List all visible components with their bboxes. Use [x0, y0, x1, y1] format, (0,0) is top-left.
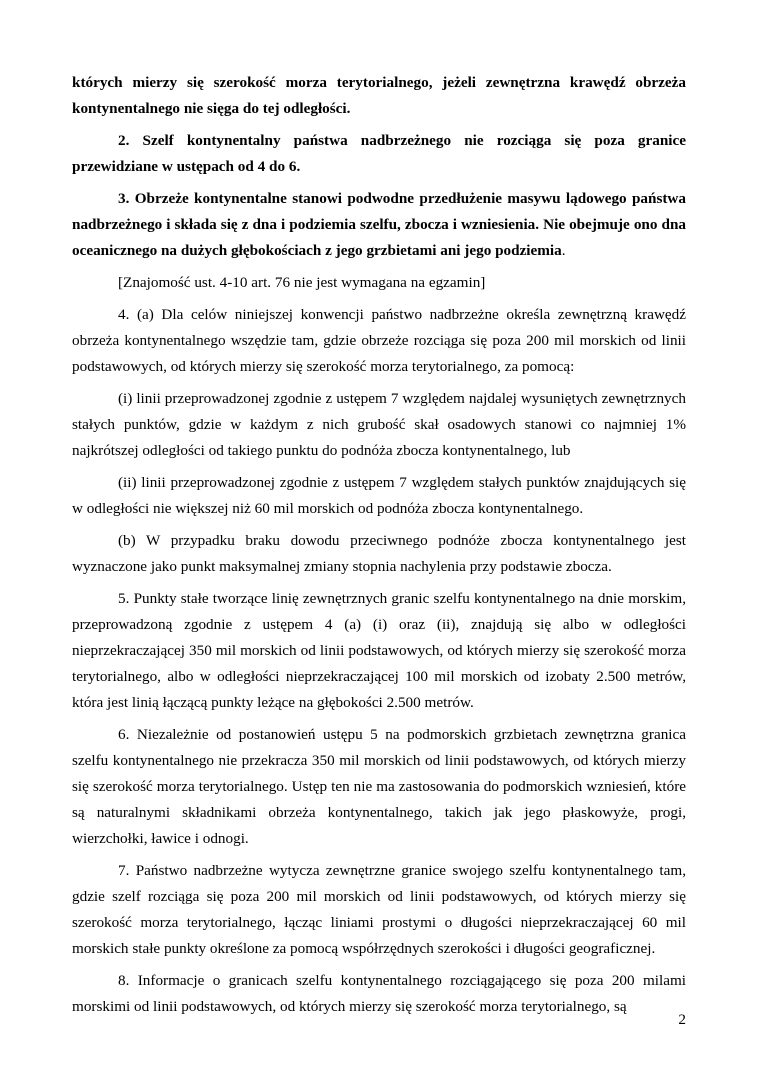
- paragraph-8: 8. Informacje o granicach szelfu kontynentalnego rozciągającego się poza 200 milami morskimi od linii podstawowych, od których mierzy się szerokość morza terytorialnego, są: [72, 972, 686, 1015]
- paragraph-3-bold-text: 3. Obrzeże kontynentalne stanowi podwodne przedłużenie masywu lądowego państwa nadbrzeżnego i składa się z dna i podziemia szelfu, zbocza i wzniesienia. Nie obejmuje ono dna oceanicznego na dużych głębokościach z jego grzbietami ani jego podziemia: [72, 190, 686, 259]
- exam-note: [Znajomość ust. 4-10 art. 76 nie jest wymagana na egzamin]: [118, 274, 486, 291]
- paragraph-6: 6. Niezależnie od postanowień ustępu 5 na podmorskich grzbietach zewnętrzna granica szelfu kontynentalnego nie przekracza 350 mil morskich od linii podstawowych, od których mierzy się szerokość morza terytorialnego. Ustęp ten nie ma zastosowania do podmorskich wzniesień, które są naturalnymi składnikami obrzeża kontynentalnego, takich jak jego płaskowyże, progi, wierzchołki, ławice i odnogi.: [72, 726, 686, 847]
- paragraph-5: 5. Punkty stałe tworzące linię zewnętrznych granic szelfu kontynentalnego na dnie morskim, przeprowadzoną zgodnie z ustępem 4 (a) (i) oraz (ii), znajdują się albo w odległości nieprzekraczającej 350 mil morskich od linii podstawowych, od których mierzy się szerokość morza terytorialnego, albo w odległości nieprzekraczającej 100 mil morskich od izobaty 2.500 metrów, która jest linią łączącą punkty leżące na głębokości 2.500 metrów.: [72, 590, 686, 711]
- paragraph-3: [72, 186, 686, 264]
- paragraph-4a: 4. (a) Dla celów niniejszej konwencji państwo nadbrzeżne określa zewnętrzną krawędź obrzeża kontynentalnego wszędzie tam, gdzie obrzeże rozciąga się poza 200 mil morskich od linii podstawowych, od których mierzy się szerokość morza terytorialnego, za pomocą:: [72, 306, 686, 375]
- paragraph-4a-i: (i) linii przeprowadzonej zgodnie z ustępem 7 względem najdalej wysuniętych zewnętrznych stałych punktów, gdzie w każdym z nich grubość skał osadowych stanowi co najmniej 1% najkrótszej odległości od takiego punktu do podnóża zbocza kontynentalnego, lub: [72, 390, 686, 459]
- document-body: [72, 70, 686, 1026]
- paragraph-2: 2. Szelf kontynentalny państwa nadbrzeżnego nie rozciąga się poza granice przewidziane w ustępach od 4 do 6.: [72, 132, 686, 175]
- paragraph-7: 7. Państwo nadbrzeżne wytycza zewnętrzne granice swojego szelfu kontynentalnego tam, gdzie szelf rozciąga się poza 200 mil morskich od linii podstawowych, od których mierzy się szerokość morza terytorialnego, łącząc liniami prostymi o długości nieprzekraczającej 60 mil morskich stałe punkty określone za pomocą współrzędnych szerokości i długości geograficznej.: [72, 862, 686, 957]
- paragraph-continuation: których mierzy się szerokość morza terytorialnego, jeżeli zewnętrzna krawędź obrzeża kontynentalnego nie sięga do tej odległości.: [72, 74, 686, 117]
- paragraph-4b: (b) W przypadku braku dowodu przeciwnego podnóże zbocza kontynentalnego jest wyznaczone jako punkt maksymalnej zmiany stopnia nachylenia przy podstawie zbocza.: [72, 532, 686, 575]
- paragraph-3-period: .: [561, 242, 566, 259]
- page-number: 2: [678, 1011, 686, 1028]
- paragraph-4a-ii: (ii) linii przeprowadzonej zgodnie z ustępem 7 względem stałych punktów znajdujących się w odległości nie większej niż 60 mil morskich od podnóża zbocza kontynentalnego.: [72, 474, 686, 517]
